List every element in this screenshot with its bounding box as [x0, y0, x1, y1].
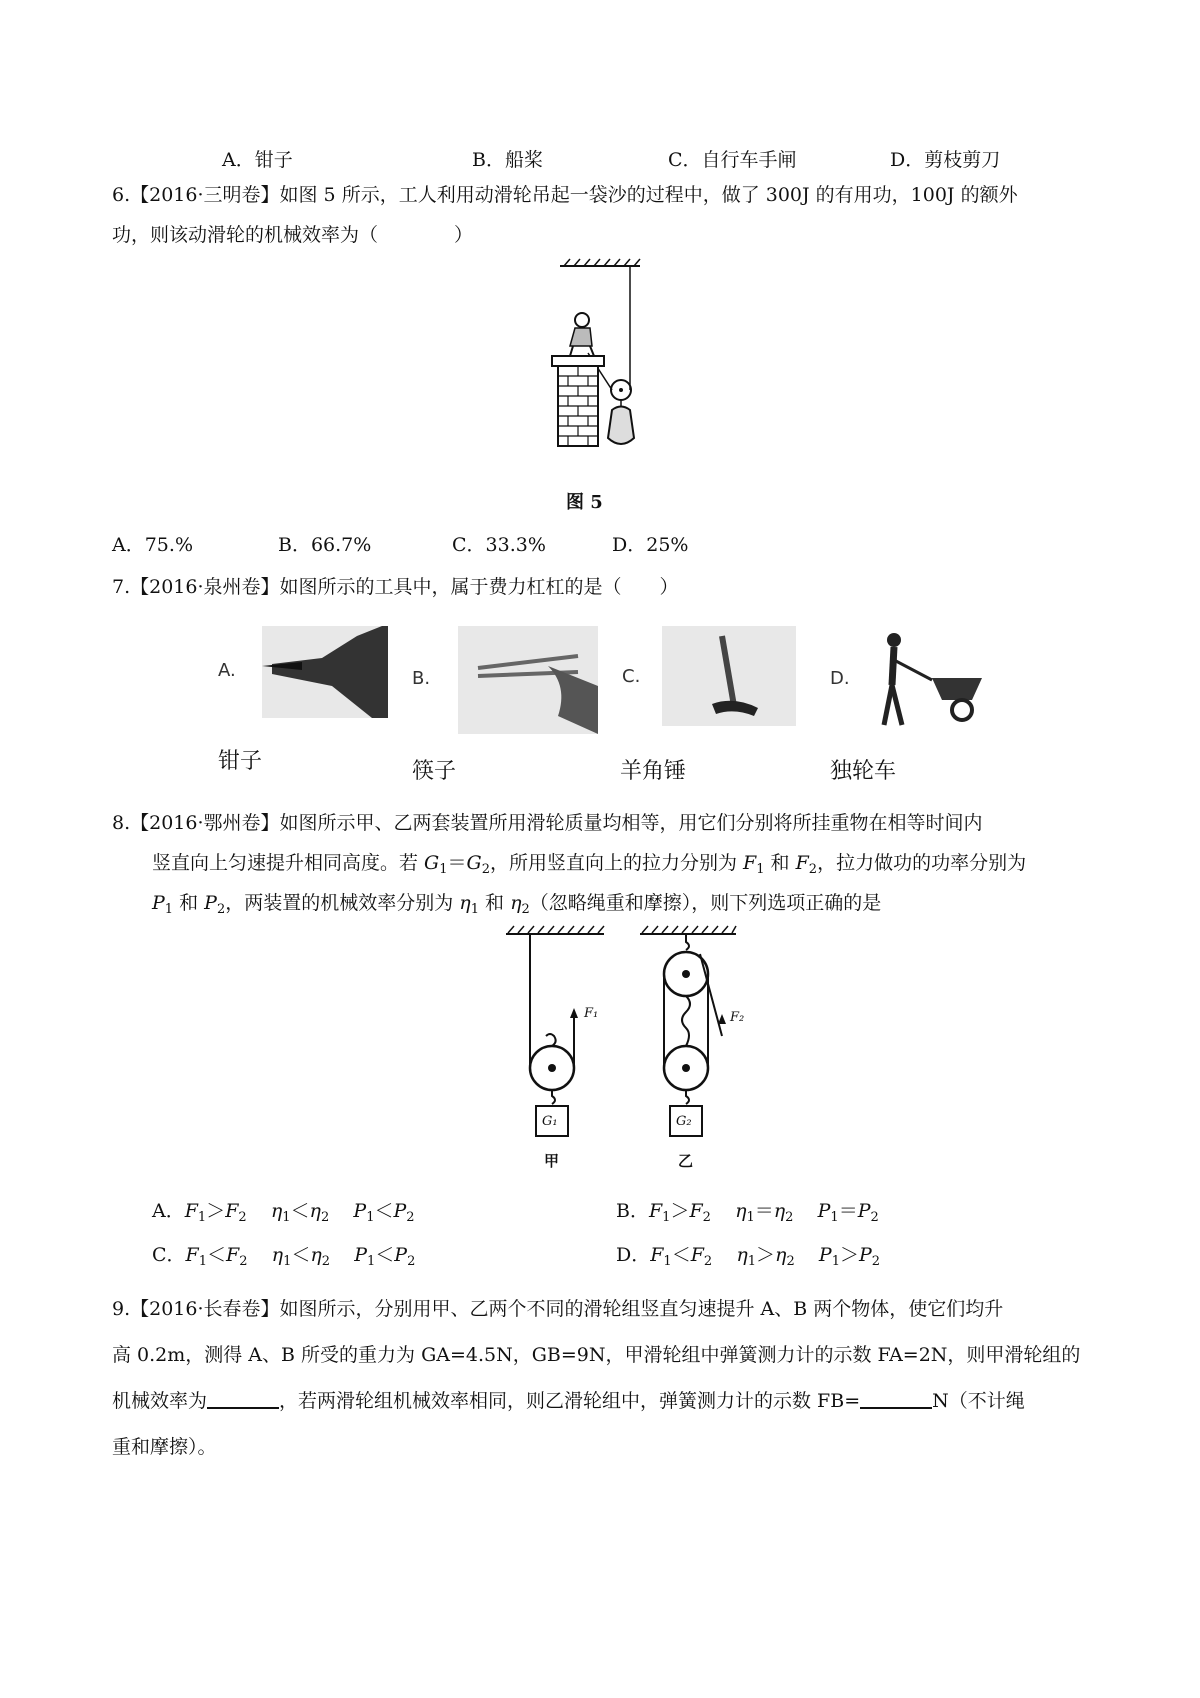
q6-stem-line1: 6.【2016·三明卷】如图 5 所示，工人利用动滑轮吊起一袋沙的过程中，做了 300J 的有用功，100J 的额外 [112, 184, 1018, 206]
q9-stem-line4: 重和摩擦）。 [112, 1436, 217, 1458]
q6-figure-caption: 图 5 [566, 492, 603, 513]
q8-option-d: D．$F_1<F_2$ $\eta_1>\eta_2$ $P_1>P_2$ [616, 1244, 881, 1269]
q5-option-d: D．剪枝剪刀 [890, 149, 1001, 171]
q7-stem: 7.【2016·泉州卷】如图所示的工具中，属于费力杠杠的是（ ） [112, 576, 679, 598]
q7-caption-wheelbarrow: 独轮车 [830, 759, 897, 784]
q8-fig-label-g2: G₂ [676, 1114, 692, 1129]
q8-stem-line2: 竖直向上匀速提升相同高度。若 $G_1=G_2$，所用竖直向上的拉力分别为 $F_1$ 和 $F_2$，拉力做功的功率分别为 [152, 852, 1027, 877]
q8-stem-line1: 8.【2016·鄂州卷】如图所示甲、乙两套装置所用滑轮质量均相等，用它们分别将所挂重物在相等时间内 [112, 812, 983, 834]
q6-stem-line2: 功，则该动滑轮的机械效率为（ ） [112, 224, 474, 246]
q8-fig-label-f1: F₁ [584, 1006, 599, 1021]
q8-option-b: B．$F_1>F_2$ $\eta_1=\eta_2$ $P_1=P_2$ [616, 1200, 879, 1225]
q8-fig-label-left: 甲 [544, 1152, 560, 1170]
pliers-photo [262, 626, 388, 718]
q8-option-c: C．$F_1<F_2$ $\eta_1<\eta_2$ $P_1<P_2$ [152, 1244, 416, 1269]
q7-caption-hammer: 羊角锤 [620, 759, 687, 784]
q7-caption-chopsticks: 筷子 [412, 759, 457, 784]
q7-letter-b: B. [412, 668, 431, 689]
q9-answer-blank-efficiency[interactable] [207, 1389, 279, 1409]
q8-stem-line3: $P_1$ 和 $P_2$，两装置的机械效率分别为 $\eta_1$ 和 $\eta_2$（忽略绳重和摩擦），则下列选项正确的是 [152, 892, 882, 917]
q6-option-b: B．66.7% [278, 534, 372, 556]
q6-figure-pulley-worker [540, 258, 660, 518]
q6-option-c: C．33.3% [452, 534, 546, 556]
q7-letter-d: D. [830, 668, 850, 689]
claw-hammer-photo [662, 626, 796, 726]
q9-stem-line1: 9.【2016·长春卷】如图所示，分别用甲、乙两个不同的滑轮组竖直匀速提升 A、B 两个物体，使它们均升 [112, 1298, 1004, 1320]
q6-option-a: A．75.% [112, 534, 193, 556]
q6-option-d: D．25% [612, 534, 689, 556]
wheelbarrow-photo [872, 630, 992, 730]
q8-fig-label-f2: F₂ [730, 1010, 745, 1025]
q7-letter-a: A. [218, 660, 236, 681]
q8-fig-label-right: 乙 [678, 1152, 694, 1170]
q9-stem-line2: 高 0.2m，测得 A、B 所受的重力为 GA=4.5N，GB=9N，甲滑轮组中弹簧测力计的示数 FA=2N，则甲滑轮组的 [112, 1344, 1081, 1366]
q7-caption-pliers: 钳子 [218, 749, 263, 774]
chopsticks-photo [458, 626, 598, 734]
q9-answer-blank-fb[interactable] [860, 1389, 932, 1409]
q8-option-a: A．$F_1>F_2$ $\eta_1<\eta_2$ $P_1<P_2$ [152, 1200, 415, 1225]
q5-option-b: B．船桨 [472, 149, 543, 171]
q9-stem-line3: 机械效率为 ，若两滑轮组机械效率相同，则乙滑轮组中，弹簧测力计的示数 FB= N（不计绳 [112, 1390, 1025, 1412]
q5-option-a: A．钳子 [222, 149, 293, 171]
q8-figure-pulleys [500, 924, 750, 1174]
q7-letter-c: C. [622, 666, 641, 687]
q5-option-c: C．自行车手闸 [668, 149, 797, 171]
q8-fig-label-g1: G₁ [542, 1114, 558, 1129]
